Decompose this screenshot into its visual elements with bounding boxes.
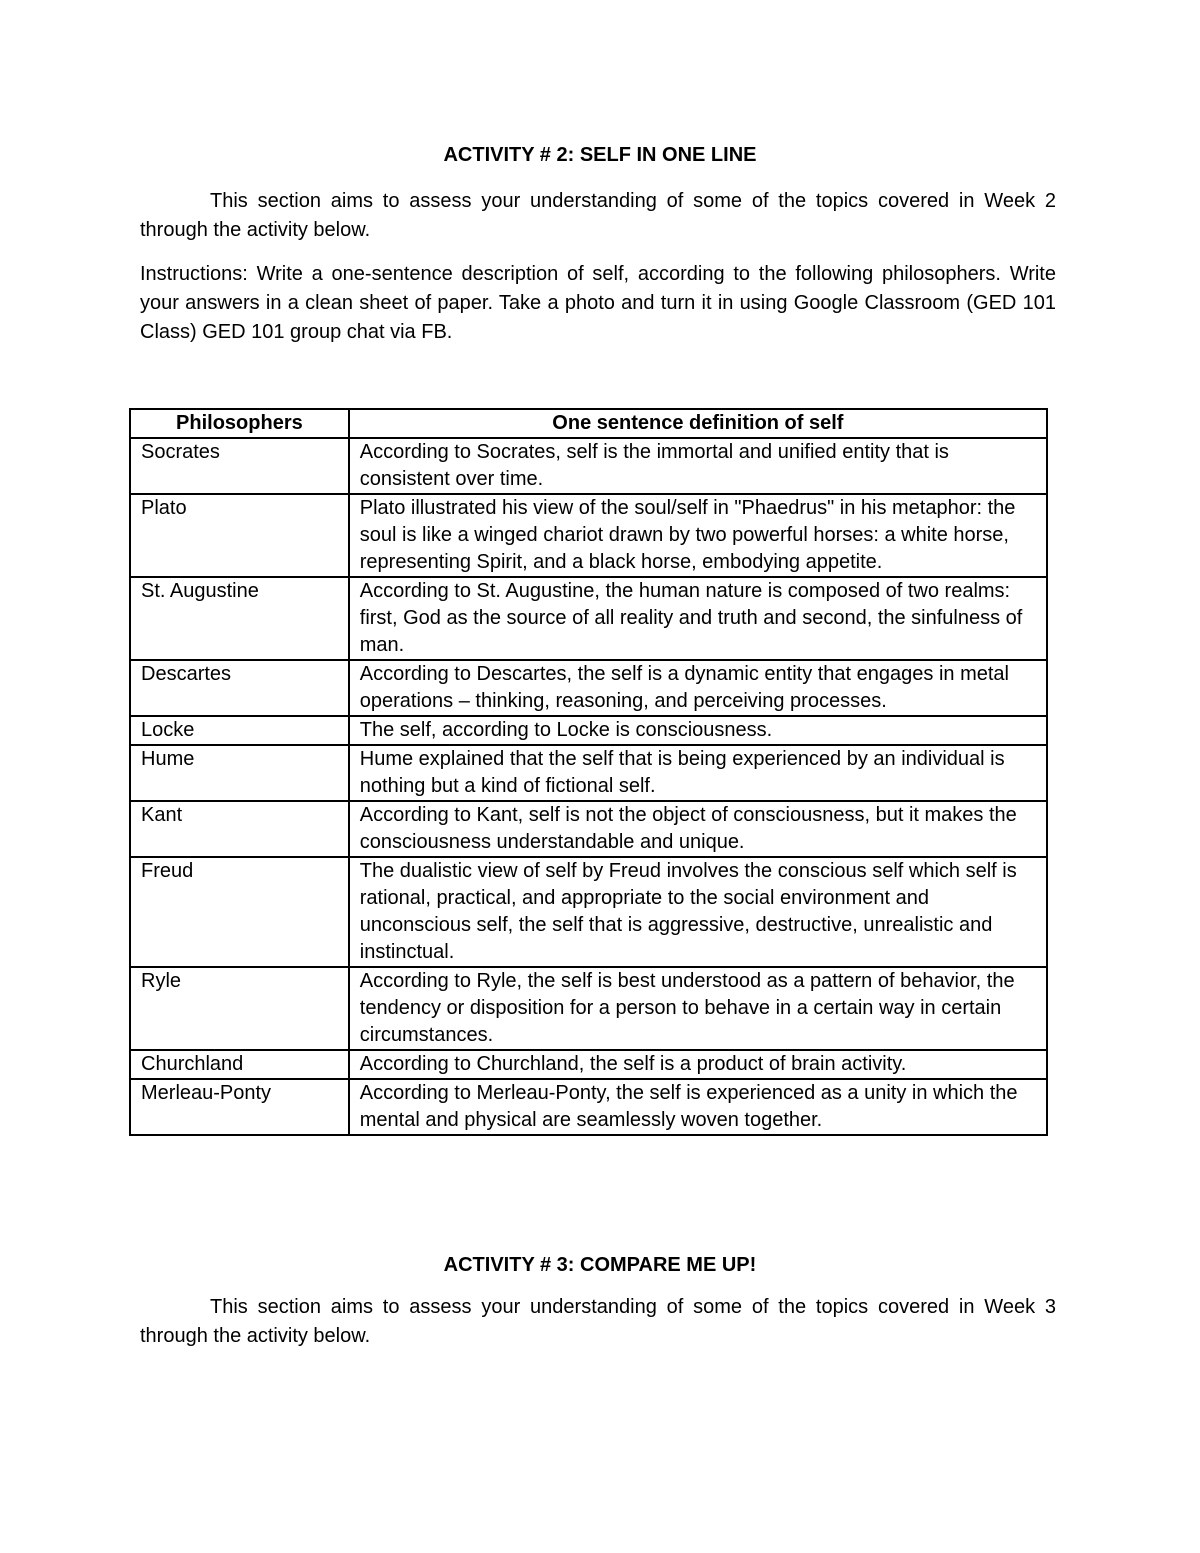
table-row — [130, 745, 1047, 801]
activity2-instructions: Instructions: Write a one-sentence description of self, according to the following philosophers. Write your answers in a clean sheet of paper. Take a photo and turn it in using Google Classroom (GED 101 Class) GED 101 group chat via FB. — [140, 263, 1056, 343]
philosopher-name: Hume — [130, 745, 349, 801]
philosopher-definition: According to Ryle, the self is best understood as a pattern of behavior, the tendency or disposition for a person to behave in a certain way in certain circumstances. — [349, 967, 1047, 1050]
philosopher-name: St. Augustine — [130, 577, 349, 660]
header-philosophers: Philosophers — [130, 409, 349, 438]
philosopher-definition: The dualistic view of self by Freud involves the conscious self which self is rational, practical, and appropriate to the social environment and unconscious self, the self that is aggressive, destructive, unrealistic and instinctual. — [349, 857, 1047, 967]
activity2-intro — [140, 187, 1056, 245]
activity3-intro — [140, 1293, 1056, 1351]
philosopher-definition: According to St. Augustine, the human nature is composed of two realms: first, God as the source of all reality and truth and second, the sinfulness of man. — [349, 577, 1047, 660]
philosopher-name: Churchland — [130, 1050, 349, 1079]
philosopher-definition: Hume explained that the self that is being experienced by an individual is nothing but a kind of fictional self. — [349, 745, 1047, 801]
philosopher-definition: According to Socrates, self is the immortal and unified entity that is consistent over time. — [349, 438, 1047, 494]
activity2-intro-text: This section aims to assess your understanding of some of the topics covered in Week 2 through the activity below. — [140, 190, 1056, 241]
activity3-title: ACTIVITY # 3: COMPARE ME UP! — [443, 1254, 757, 1276]
philosopher-definition: According to Descartes, the self is a dynamic entity that engages in metal operations – thinking, reasoning, and perceiving processes. — [349, 660, 1047, 716]
table-header-row — [130, 409, 1047, 438]
table-row — [130, 494, 1047, 577]
table-row — [130, 438, 1047, 494]
activity2-title: ACTIVITY # 2: SELF IN ONE LINE — [443, 144, 757, 166]
philosopher-name: Locke — [130, 716, 349, 745]
table-row — [130, 1079, 1047, 1135]
philosopher-name: Freud — [130, 857, 349, 967]
header-definition: One sentence definition of self — [349, 409, 1047, 438]
table-row — [130, 660, 1047, 716]
philosopher-name: Descartes — [130, 660, 349, 716]
philosopher-name: Socrates — [130, 438, 349, 494]
philosopher-definition: Plato illustrated his view of the soul/self in "Phaedrus" in his metaphor: the soul is like a winged chariot drawn by two powerful horses: a white horse, representing Spirit, and a black horse, embodying appetite. — [349, 494, 1047, 577]
table-row — [130, 577, 1047, 660]
table-row — [130, 967, 1047, 1050]
table-row — [130, 1050, 1047, 1079]
philosopher-name: Ryle — [130, 967, 349, 1050]
philosophers-table — [129, 408, 1048, 1136]
table-row — [130, 716, 1047, 745]
philosopher-name: Kant — [130, 801, 349, 857]
philosopher-definition: According to Kant, self is not the object of consciousness, but it makes the consciousness understandable and unique. — [349, 801, 1047, 857]
philosopher-definition: According to Merleau-Ponty, the self is experienced as a unity in which the mental and physical are seamlessly woven together. — [349, 1079, 1047, 1135]
philosopher-name: Merleau-Ponty — [130, 1079, 349, 1135]
table-row — [130, 857, 1047, 967]
table-row — [130, 801, 1047, 857]
activity3-intro-text: This section aims to assess your understanding of some of the topics covered in Week 3 through the activity below. — [140, 1296, 1056, 1347]
philosopher-definition: The self, according to Locke is consciousness. — [349, 716, 1047, 745]
philosopher-name: Plato — [130, 494, 349, 577]
philosopher-definition: According to Churchland, the self is a product of brain activity. — [349, 1050, 1047, 1079]
